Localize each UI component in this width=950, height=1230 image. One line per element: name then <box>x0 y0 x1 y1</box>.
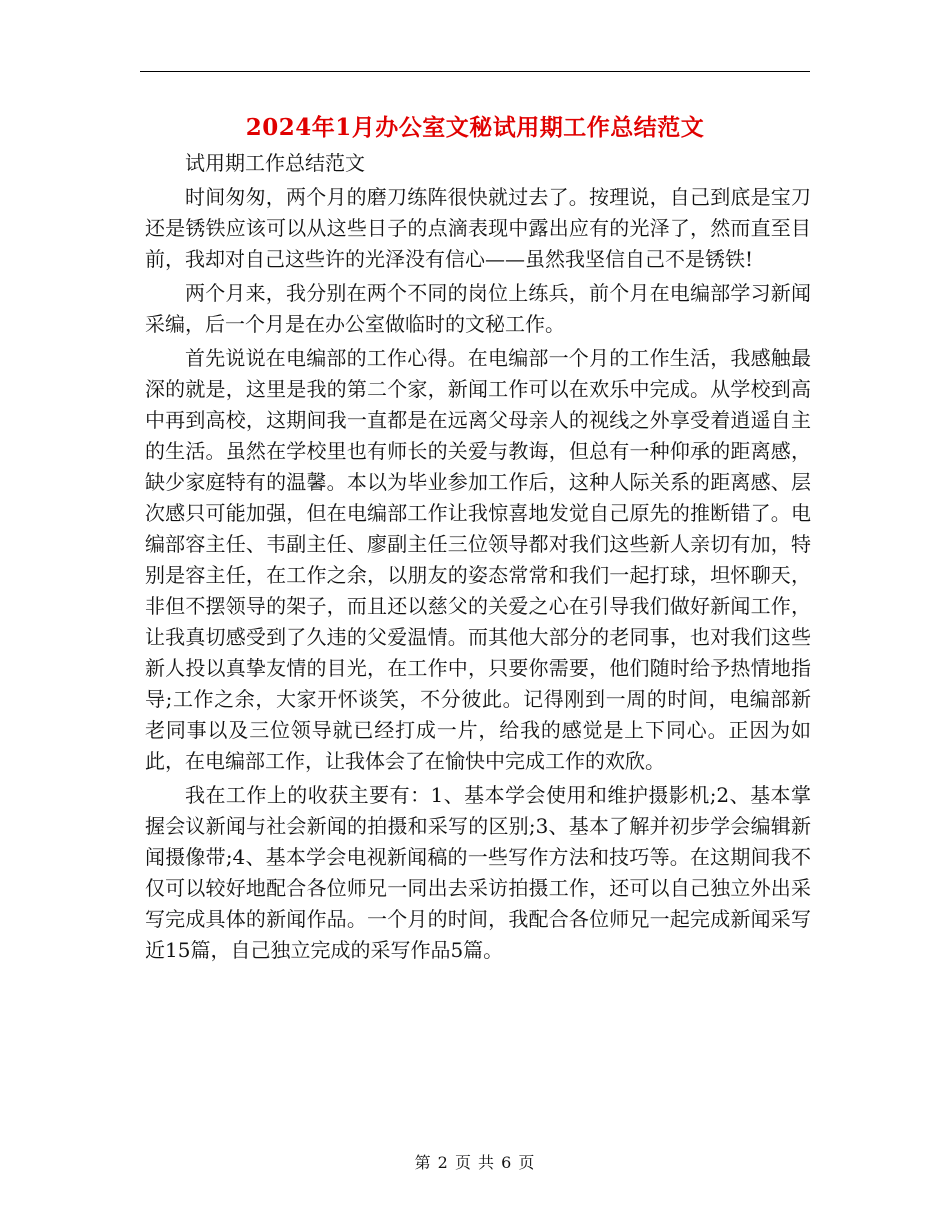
document-title: 2024年1月办公室文秘试用期工作总结范文 <box>245 114 705 141</box>
paragraph: 我在工作上的收获主要有：1、基本学会使用和维护摄影机;2、基本掌握会议新闻与社会新闻的拍摄和采写的区别;3、基本了解并初步学会编辑新闻摄像带;4、基本学会电视新闻稿的一些写作方法和技巧等。在这期间我不仅可以较好地配合各位师兄一同出去采访拍摄工作，还可以自己独立外出采写完成具体的新闻作品。一个月的时间，我配合各位师兄一起完成新闻采写近15篇，自己独立完成的采写作品5篇。 <box>145 783 811 962</box>
page-number-footer: 第 2 页 共 6 页 <box>414 1153 536 1172</box>
paragraph: 两个月来，我分别在两个不同的岗位上练兵，前个月在电编部学习新闻采编，后一个月是在办公室做临时的文秘工作。 <box>145 281 811 336</box>
paragraph-subtitle: 试用期工作总结范文 <box>185 151 365 175</box>
document-body <box>145 148 811 969</box>
paragraph: 首先说说在电编部的工作心得。在电编部一个月的工作生活，我感触最深的就是，这里是我的第二个家，新闻工作可以在欢乐中完成。从学校到高中再到高校，这期间我一直都是在远离父母亲人的视线之外享受着逍遥自主的生活。虽然在学校里也有师长的关爱与教诲，但总有一种仰承的距离感，缺少家庭特有的温馨。本以为毕业参加工作后，这种人际关系的距离感、层次感只可能加强，但在电编部工作让我惊喜地发觉自己原先的推断错了。电编部容主任、韦副主任、廖副主任三位领导都对我们这些新人亲切有加，特别是容主任，在工作之余，以朋友的姿态常常和我们一起打球，坦怀聊天，非但不摆领导的架子，而且还以慈父的关爱之心在引导我们做好新闻工作，让我真切感受到了久违的父爱温情。而其他大部分的老同事，也对我们这些新人投以真挚友情的目光，在工作中，只要你需要，他们随时给予热情地指导;工作之余，大家开怀谈笑，不分彼此。记得刚到一周的时间，电编部新老同事以及三位领导就已经打成一片，给我的感觉是上下同心。正因为如此，在电编部工作，让我体会了在愉快中完成工作的欢欣。 <box>145 346 811 773</box>
header-rule <box>140 71 810 72</box>
paragraph: 时间匆匆，两个月的磨刀练阵很快就过去了。按理说，自己到底是宝刀还是锈铁应该可以从这些日子的点滴表现中露出应有的光泽了，然而直至目前，我却对自己这些许的光泽没有信心——虽然我坚信自己不是锈铁! <box>145 185 811 271</box>
